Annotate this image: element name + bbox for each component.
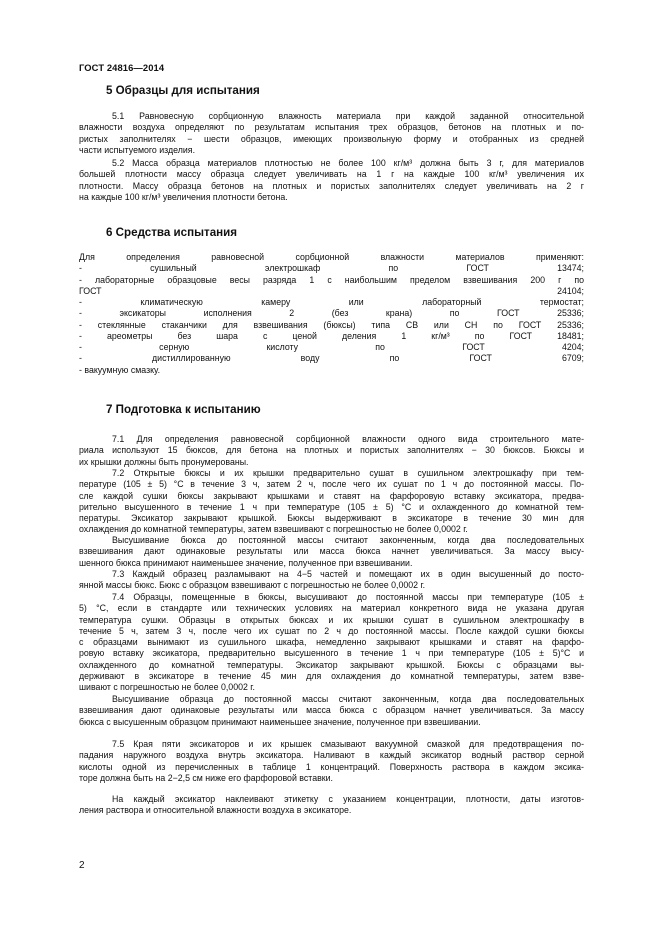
text-line: торе должна быть на 2−2,5 см ниже его фарфоровой вставки.	[79, 772, 333, 783]
text-line: 7.2 Открытые бюксы и их крышки предварительно сушат в сушильном электрошкафу при тем-	[112, 468, 584, 478]
text-line: охлажденного до комнатной температуры. Эксикатор закрывают крышкой. Бюксы с образцами вы-	[79, 659, 584, 670]
text-line: янной массы бюкс. Бюкс с образцом взвешивают с погрешностью не более 0,0002 г.	[79, 580, 426, 591]
text-line: 7.4 Образцы, помещенные в бюксы, высушивают до постоянной массы при температуре (105 ±	[112, 592, 584, 602]
paragraph-7-4-note	[79, 694, 584, 728]
text-line: 5.1 Равновесную сорбционную влажность материала при каждой заданной относительной	[112, 111, 584, 121]
text-line: сле каждой сушки бюксы закрывают крышками и ставят на фарфоровую вставку эксикатора, предва-	[79, 490, 584, 501]
text-line: шенного бюкса принимают наименьшее значение, полученное при взвешивании.	[79, 557, 413, 568]
text-line: температура сушки. Образцы в открытых бюксах и их крышки сушат в сушильном электрошкафу в	[79, 614, 584, 625]
text-line: их крышки должны быть пронумерованы.	[79, 456, 249, 467]
paragraph-7-5	[79, 739, 584, 784]
text-line: На каждый эксикатор наклеивают этикетку с указанием концентрации, плотности, даты изготов-	[112, 794, 584, 804]
text-line: падания наружного воздуха внутрь эксикатора. Наливают в каждый эксикатор водный раствор серной	[79, 750, 584, 761]
paragraph-5-1	[79, 111, 584, 156]
paragraph-5-2	[79, 158, 584, 203]
text-line: бюкса с высушенным образцом принимают наименьшее значение, полученное при взвешивании.	[79, 716, 481, 727]
paragraph-7-3	[79, 569, 584, 592]
text-line: риала используют 15 бюксов, для бетона на плотных и пористых заполнителях − 30 бюксов. Бюксы и	[79, 445, 584, 456]
text-line: - ареометры без шара с ценой деления 1 кг/м³ по ГОСТ 18481;	[79, 330, 584, 341]
text-line: ления раствора и относительной влажности воздуха в эксикаторе.	[79, 805, 352, 816]
text-line: 5.2 Масса образца материалов плотностью не более 100 кг/м³ должна быть 3 г, для материалов	[112, 158, 584, 168]
text-line: - серную кислоту по ГОСТ 4204;	[79, 342, 584, 352]
text-line: шивают с погрешностью не более 0,0002 г.	[79, 682, 255, 692]
text-line: - климатическую камеру или лабораторный термостат;	[79, 297, 584, 307]
text-line: - сушильный электрошкаф по ГОСТ 13474;	[79, 263, 584, 274]
paragraph-7-2	[79, 468, 584, 536]
text-line: - вакуумную смазку.	[79, 364, 161, 375]
paragraph-6-list	[79, 252, 584, 376]
text-line: 7.3 Каждый образец разламывают на 4−5 частей и помещают их в один высушенный до посто-	[112, 569, 584, 579]
text-line: пературе (105 ± 5) °С в течение 3 ч, затем 2 ч, после чего их сушат по 1 ч до постоянной массы. По-	[79, 479, 584, 490]
paragraph-7-5-label	[79, 794, 584, 817]
section-title-5: 5 Образцы для испытания	[106, 84, 260, 97]
text-line: охлаждения до комнатной температуры, затем взвешивают с погрешностью не более 0,0002 г.	[79, 524, 468, 535]
text-line: 7.1 Для определения равновесной сорбционной влажности одного вида строительного мате-	[112, 434, 584, 444]
text-line: ровую вставку эксикатора, предварительно высушенного в течение 1 ч при температуре (105 ± 5)°С и	[79, 648, 584, 659]
text-line: - стеклянные стаканчики для взвешивания (бюксы) типа СВ или СН по ГОСТ 25336;	[79, 319, 584, 330]
text-line: держивают в эксикаторе в течение 45 мин для охлаждения до комнатной температуры, затем взве-	[79, 670, 584, 681]
section-title-7: 7 Подготовка к испытанию	[106, 403, 261, 416]
text-line: рительно высушенного в течение 1 ч при температуре (105 ± 5) °С и охлажденного до комнатной тем-	[79, 501, 584, 512]
text-line: ристых заполнителях − шести образцов, имеющих произвольную форму и отобранных из средней	[79, 133, 584, 144]
text-line: 7.5 Края пяти эксикаторов и их крышек смазывают вакуумной смазкой для предотвращения по-	[112, 739, 584, 749]
text-line: плотности. Массу образца бетонов на плотных и пористых заполнителях следует увеличивать на 2 г	[79, 180, 584, 191]
text-line: с образцами вынимают из сушильного шкафа, немедленно закрывают крышками и ставят на фарфо-	[79, 637, 584, 647]
text-line: пературы. Эксикатор закрывают крышкой. Бюксы выдерживают в эксикаторе в течение 30 мин для	[79, 513, 584, 523]
text-line: взвешивания дают одинаковые результаты или масса бюкса начнет увеличиваться. За массу высу-	[79, 546, 584, 557]
text-line: - дистиллированную воду по ГОСТ 6709;	[79, 353, 584, 364]
text-line: на каждые 100 кг/м³ увеличения плотности бетона.	[79, 191, 288, 202]
text-line: большей плотности массу образца следует увеличивать на 1 г на каждые 100 кг/м³ увеличения их	[79, 169, 584, 180]
text-line: взвешивания дают одинаковые результаты или масса бюкса с образцом начнет увеличиваться. За массу	[79, 705, 584, 716]
text-line: - эксикаторы исполнения 2 (без крана) по ГОСТ 25336;	[79, 308, 584, 319]
paragraph-7-4	[79, 592, 584, 693]
standard-header: ГОСТ 24816—2014	[79, 62, 165, 73]
paragraph-7-2-note	[79, 535, 584, 569]
text-line: 5) °С, если в стандарте или технических условиях на материал конкретного вида не указана другая	[79, 603, 584, 614]
text-line: ГОСТ 24104;	[79, 285, 584, 296]
text-line: части испытуемого изделия.	[79, 144, 196, 155]
text-line: влажности воздуха определяют по результатам испытания трех образцов, бетонов на плотных и по-	[79, 122, 584, 133]
text-line: кислоты одной из перечисленных в таблице 1 концентраций. Поверхность раствора в каждом эксика-	[79, 761, 584, 772]
text-line: Высушивание образца до постоянной массы считают законченным, когда два последовательных	[112, 694, 584, 704]
text-line: - лабораторные образцовые весы разряда 1 с наибольшим пределом взвешивания 200 г по	[79, 274, 584, 285]
text-line: Для определения равновесной сорбционной влажности материалов применяют:	[79, 252, 584, 262]
page-number: 2	[79, 860, 85, 871]
paragraph-7-1	[79, 434, 584, 468]
text-line: течение 5 ч, затем 3 ч, после чего их сушат по 2 ч до постоянной массы. После каждой сушки бюксы	[79, 625, 584, 636]
section-title-6: 6 Средства испытания	[106, 226, 238, 239]
text-line: Высушивание бюкса до постоянной массы считают законченным, когда два последовательных	[112, 535, 584, 545]
